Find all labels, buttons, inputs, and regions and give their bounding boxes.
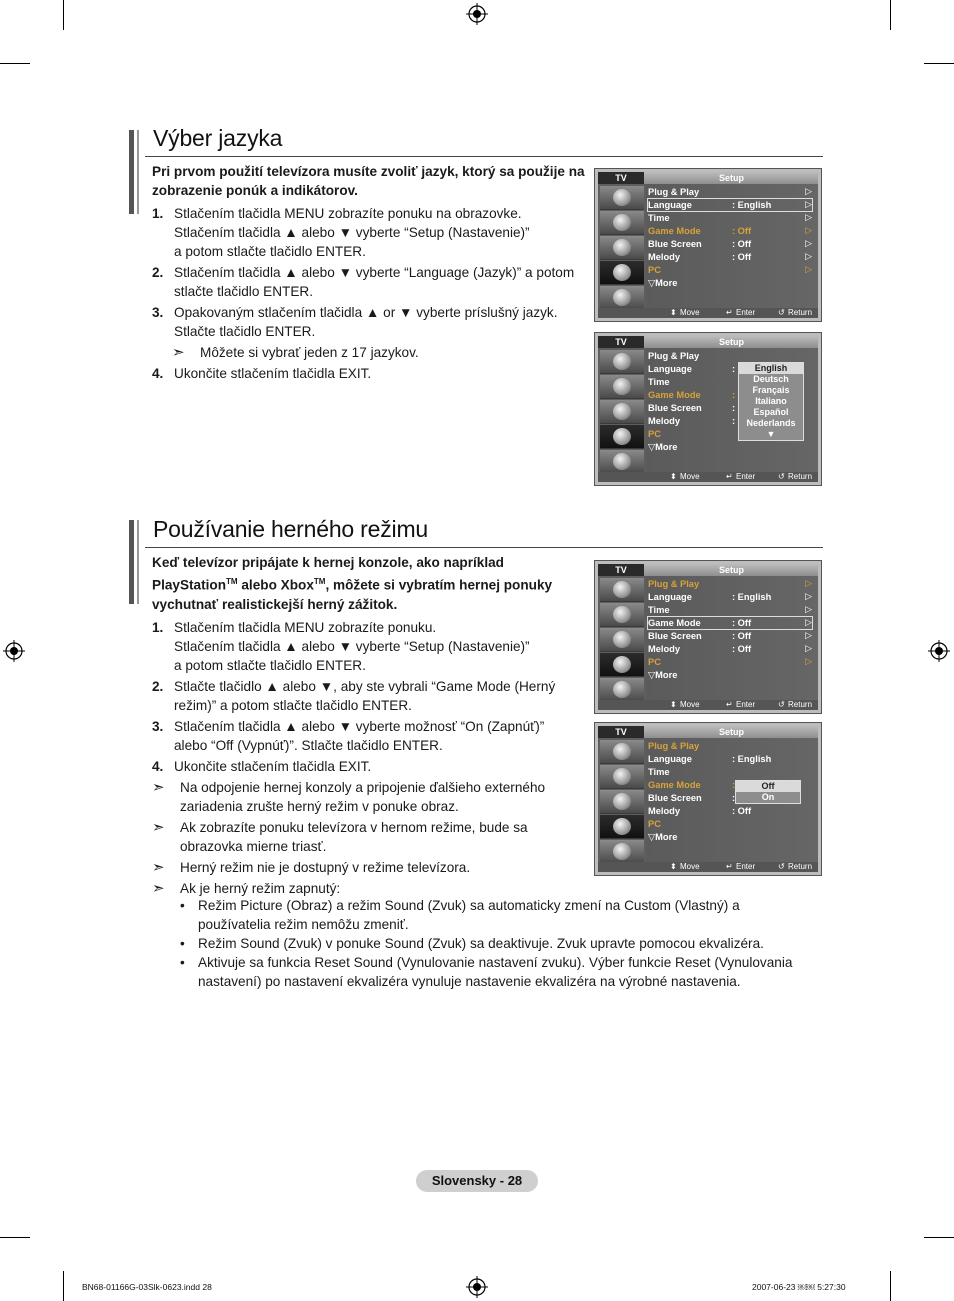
list-item: • Režim Picture (Obraz) a režim Sound (Zvuk) sa automaticky zmení na Custom (Vlastný) a používatelia režim nemôžu zmeniť. bbox=[180, 898, 740, 932]
crop-mark bbox=[0, 1237, 30, 1238]
section-intro: Keď televízor pripájate k hernej konzole, ako napríklad PlayStation™ alebo Xbox™, môžete si vybratím hernej ponuky vychutnať realistickejší herný zážitok. bbox=[152, 555, 553, 612]
crop-mark bbox=[924, 1237, 954, 1238]
note-item: ➣ Môžete si vybrať jeden z 17 jazykov. bbox=[172, 344, 419, 361]
osd-row: Plug & Play ▷ bbox=[648, 186, 812, 197]
osd-tv-tab: TV bbox=[598, 172, 644, 184]
setup-menu-icon bbox=[600, 425, 644, 449]
dropdown-option[interactable]: Off bbox=[736, 781, 800, 792]
registration-mark-icon bbox=[466, 1276, 488, 1298]
osd-sidebar bbox=[598, 184, 646, 312]
bullet-list bbox=[178, 896, 818, 991]
note-item: ➣ Na odpojenie hernej konzoly a pripojenie ďalšieho externého zariadenia zrušte herný režim v ponuke obraz. bbox=[152, 778, 546, 814]
return-icon: ↺ bbox=[778, 862, 785, 871]
crop-mark bbox=[890, 1271, 891, 1301]
section-rule bbox=[145, 156, 823, 157]
osd-main bbox=[646, 576, 818, 704]
sound-menu-icon bbox=[600, 211, 644, 235]
return-icon: ↺ bbox=[778, 700, 785, 709]
note-item: ➣ Ak zobrazíte ponuku televízora v hernom režime, bude sa obrazovka mierne triasť. bbox=[152, 818, 528, 854]
osd-row: Language : bbox=[648, 364, 736, 374]
osd-setup-menu bbox=[594, 168, 822, 322]
list-item: • Aktivuje sa funkcia Reset Sound (Vynulovanie nastavení zvuku). Výber funkcie Reset (Vynulovania nastavení) po nastavení ekvalizéra vynuluje nastavenie ekvalizéra na výrobné nastavenia. bbox=[180, 955, 793, 989]
sound-menu-icon bbox=[600, 603, 644, 627]
enter-icon: ↵ bbox=[726, 308, 733, 317]
dropdown-option[interactable]: Español bbox=[753, 407, 789, 417]
osd-row: ▽More bbox=[648, 670, 678, 680]
step-item: 2. Stlačením tlačidla ▲ alebo ▼ vyberte “Language (Jazyk)” a potom stlačte tlačidlo ENTER. bbox=[152, 265, 575, 299]
crop-mark bbox=[0, 63, 30, 64]
note-arrow-icon: ➣ bbox=[152, 879, 165, 897]
dropdown-option[interactable]: Italiano bbox=[755, 396, 787, 406]
osd-row: Language : English ▷ bbox=[648, 591, 812, 602]
note-arrow-icon: ➣ bbox=[152, 858, 165, 876]
channel-menu-icon bbox=[600, 628, 644, 652]
note-item: ➣ Herný režim nie je dostupný v režime televízora. bbox=[152, 858, 471, 876]
move-icon: ⬍ bbox=[670, 472, 677, 481]
section-rule bbox=[145, 547, 823, 548]
section-intro: Pri prvom použití televízora musíte zvoliť jazyk, ktorý sa použije na zobrazenie ponúk a indikátorov. bbox=[152, 164, 585, 198]
enter-icon: ↵ bbox=[726, 700, 733, 709]
osd-language-menu bbox=[594, 332, 822, 486]
osd-row: Game Mode : Off ▷ bbox=[648, 225, 812, 236]
osd-row: Plug & Play bbox=[648, 351, 700, 361]
osd-row: Blue Screen : Off ▷ bbox=[648, 630, 812, 641]
osd-row: PC ▷ bbox=[648, 264, 812, 275]
osd-title: Setup bbox=[718, 337, 744, 347]
osd-sidebar bbox=[598, 576, 646, 704]
input-menu-icon bbox=[600, 450, 644, 474]
language-dropdown[interactable] bbox=[738, 362, 804, 441]
step-item: 3. Opakovaným stlačením tlačidla ▲ or ▼ vyberte príslušný jazyk. Stlačte tlačidlo ENTER. bbox=[152, 305, 558, 339]
game-mode-instructions bbox=[152, 553, 596, 900]
osd-row: Time bbox=[648, 767, 670, 777]
note-arrow-icon: ➣ bbox=[152, 818, 165, 836]
input-menu-icon bbox=[600, 678, 644, 702]
list-item: • Režim Sound (Zvuk) v ponuke Sound (Zvuk) sa deaktivuje. Zvuk upravte pomocou ekvalizéra. bbox=[180, 936, 764, 951]
sound-menu-icon bbox=[600, 765, 644, 789]
crop-mark bbox=[63, 1271, 64, 1301]
section-bar bbox=[129, 520, 134, 604]
osd-tv-tab: TV bbox=[598, 564, 644, 576]
osd-row: ▽More bbox=[648, 278, 678, 288]
note-item: ➣ Ak je herný režim zapnutý: bbox=[152, 879, 341, 897]
step-item: 1. Stlačením tlačidla MENU zobrazíte ponuku na obrazovke. Stlačením tlačidla ▲ alebo ▼ vyberte “Setup (Nastavenie)” a potom stlačte tlačidlo ENTER. bbox=[152, 206, 530, 259]
step-item: 4. Ukončite stlačením tlačidla EXIT. bbox=[152, 758, 372, 774]
crop-mark bbox=[890, 0, 891, 30]
crop-mark bbox=[924, 63, 954, 64]
osd-row: Plug & Play bbox=[648, 741, 700, 751]
osd-row: Blue Screen : Off ▷ bbox=[648, 238, 812, 249]
step-item: 4. Ukončite stlačením tlačidla EXIT. bbox=[152, 366, 372, 381]
setup-menu-icon bbox=[600, 653, 644, 677]
section-bar bbox=[129, 130, 134, 214]
section-bar bbox=[137, 520, 139, 604]
dropdown-option[interactable]: English bbox=[739, 363, 803, 374]
section-bar bbox=[137, 130, 139, 214]
step-item: 1. Stlačením tlačidla MENU zobrazíte ponuku. Stlačením tlačidla ▲ alebo ▼ vyberte “Setup (Nastavenie)” a potom stlačte tlačidlo ENTER. bbox=[152, 619, 530, 673]
registration-mark-icon bbox=[3, 640, 25, 662]
crop-mark bbox=[63, 0, 64, 30]
osd-row: Melody : Off ▷ bbox=[648, 251, 812, 262]
osd-sidebar bbox=[598, 348, 646, 476]
dropdown-option[interactable]: On bbox=[761, 792, 775, 802]
osd-main bbox=[646, 184, 818, 312]
osd-footer: ⬍ Move ↵ Enter ↺ Return bbox=[598, 472, 818, 482]
osd-row-selected: Language : English ▷ bbox=[648, 199, 812, 210]
picture-menu-icon bbox=[600, 186, 644, 210]
osd-row: Blue Screen : bbox=[648, 403, 736, 413]
osd-row: Plug & Play ▷ bbox=[648, 578, 812, 589]
osd-row: PC bbox=[648, 819, 661, 829]
game-mode-dropdown[interactable] bbox=[735, 780, 801, 804]
osd-title: Setup bbox=[718, 727, 744, 737]
osd-row: Game Mode : bbox=[648, 780, 736, 790]
osd-row: Language : English bbox=[648, 754, 772, 764]
input-menu-icon bbox=[600, 840, 644, 864]
return-icon: ↺ bbox=[778, 472, 785, 481]
setup-menu-icon bbox=[600, 815, 644, 839]
dropdown-option[interactable]: Deutsch bbox=[753, 374, 789, 384]
print-slug: BN68-01166G-03Slk-0623.indd 28 bbox=[82, 1282, 212, 1292]
osd-tv-tab: TV bbox=[598, 726, 644, 738]
dropdown-option[interactable]: Français bbox=[752, 385, 790, 395]
osd-sidebar bbox=[598, 738, 646, 866]
move-icon: ⬍ bbox=[670, 862, 677, 871]
osd-row: Time ▷ bbox=[648, 212, 812, 223]
enter-icon: ↵ bbox=[726, 472, 733, 481]
osd-row-selected: Game Mode : Off ▷ bbox=[648, 617, 812, 628]
section-title: Výber jazyka bbox=[153, 125, 283, 151]
step-item: 2. Stlačte tlačidlo ▲ alebo ▼, aby ste vybrali “Game Mode (Herný režim)” a potom stlačte tlačidlo ENTER. bbox=[152, 678, 556, 713]
sound-menu-icon bbox=[600, 375, 644, 399]
osd-row: Time bbox=[648, 377, 670, 387]
return-icon: ↺ bbox=[778, 308, 785, 317]
osd-footer: ⬍ Move ↵ Enter ↺ Return bbox=[598, 308, 818, 318]
print-timestamp: 2007-06-23 ￼￼ 5:27:30 bbox=[752, 1282, 846, 1292]
picture-menu-icon bbox=[600, 350, 644, 374]
setup-menu-icon bbox=[600, 261, 644, 285]
osd-row: Game Mode : bbox=[648, 390, 736, 400]
picture-menu-icon bbox=[600, 740, 644, 764]
osd-game-mode-menu bbox=[594, 722, 822, 876]
page-number-badge: Slovensky - 28 bbox=[416, 1170, 538, 1192]
move-icon: ⬍ bbox=[670, 700, 677, 709]
osd-row: ▽More bbox=[648, 442, 678, 452]
channel-menu-icon bbox=[600, 790, 644, 814]
channel-menu-icon bbox=[600, 236, 644, 260]
note-arrow-icon: ➣ bbox=[152, 778, 165, 796]
scroll-down-icon[interactable]: ▼ bbox=[766, 429, 776, 439]
registration-mark-icon bbox=[928, 640, 950, 662]
osd-setup-menu-game bbox=[594, 560, 822, 714]
note-arrow-icon: ➣ bbox=[172, 344, 185, 361]
osd-row: Melody : bbox=[648, 416, 736, 426]
osd-row: Time ▷ bbox=[648, 604, 812, 615]
osd-footer: ⬍ Move ↵ Enter ↺ Return bbox=[598, 862, 818, 872]
dropdown-option[interactable]: Nederlands bbox=[746, 418, 796, 428]
channel-menu-icon bbox=[600, 400, 644, 424]
move-icon: ⬍ bbox=[670, 308, 677, 317]
osd-row: Blue Screen : bbox=[648, 793, 736, 803]
section-title: Používanie herného režimu bbox=[153, 516, 428, 542]
enter-icon: ↵ bbox=[726, 862, 733, 871]
osd-title: Setup bbox=[718, 173, 744, 183]
input-menu-icon bbox=[600, 286, 644, 310]
picture-menu-icon bbox=[600, 578, 644, 602]
osd-footer: ⬍ Move ↵ Enter ↺ Return bbox=[598, 700, 818, 710]
osd-row: ▽More bbox=[648, 832, 678, 842]
osd-tv-tab: TV bbox=[598, 336, 644, 348]
registration-mark-icon bbox=[466, 3, 488, 25]
language-instructions bbox=[152, 162, 596, 385]
osd-row: PC bbox=[648, 429, 661, 439]
osd-row: Melody : Off bbox=[648, 806, 752, 816]
osd-row: Melody : Off ▷ bbox=[648, 643, 812, 654]
osd-title: Setup bbox=[718, 565, 744, 575]
osd-row: PC ▷ bbox=[648, 656, 812, 667]
step-item: 3. Stlačením tlačidla ▲ alebo ▼ vyberte možnosť “On (Zapnúť)” alebo “Off (Vypnúť)”. Stlačte tlačidlo ENTER. bbox=[152, 718, 545, 753]
